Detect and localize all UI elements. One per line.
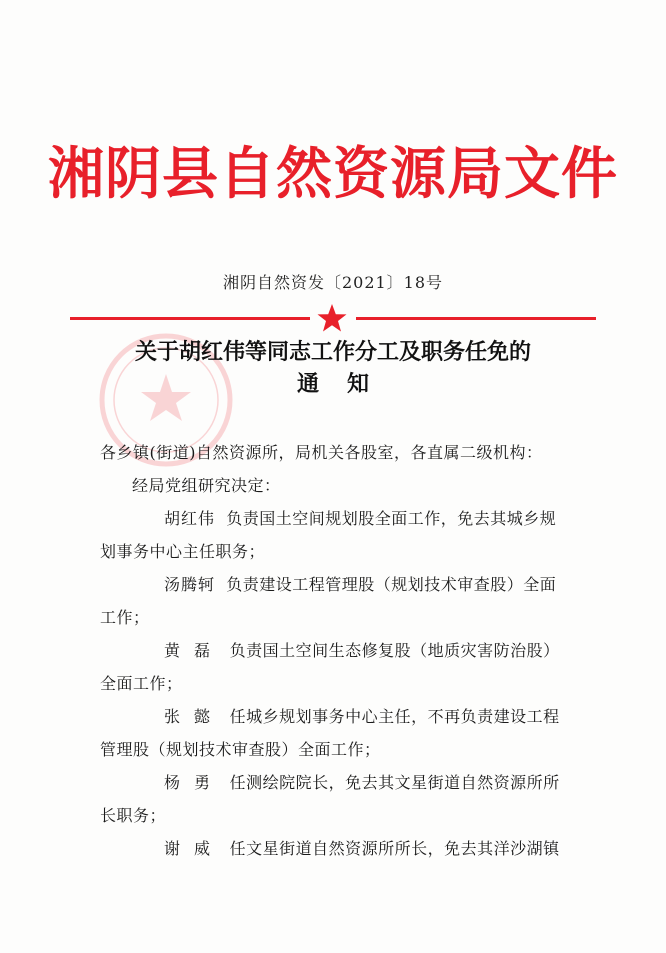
appointment-item <box>100 634 570 700</box>
person-name: 谢威 <box>164 839 225 858</box>
appointment-item <box>100 832 570 865</box>
appointment-item <box>100 766 570 832</box>
person-duty: 任文星街道自然资源所所长，免去其洋沙湖镇 <box>229 839 560 858</box>
notice-subject-line1: 关于胡红伟等同志工作分工及职务任免的 <box>134 339 531 365</box>
header-divider-left <box>70 317 310 320</box>
appointment-item <box>100 700 570 766</box>
red-star-icon <box>316 303 348 333</box>
notice-subject-line2: 通知 <box>296 371 397 397</box>
appointment-item <box>100 568 570 634</box>
person-name: 张懿 <box>164 707 225 726</box>
person-name: 黄磊 <box>164 641 225 660</box>
document-number: 湘阴自然资发〔2021〕18号 <box>222 273 444 292</box>
notice-subject <box>0 336 666 400</box>
person-duty: 负责国土空间生态修复股（地质灾害防治股）全面工作； <box>100 641 560 693</box>
intro-text: 经局党组研究决定： <box>132 476 281 495</box>
appointment-item <box>100 502 570 568</box>
person-duty: 负责国土空间规划股全面工作，免去其城乡规划事务中心主任职务； <box>100 509 557 561</box>
person-duty: 负责建设工程管理股（规划技术审查股）全面工作； <box>100 575 557 627</box>
person-name: 杨勇 <box>164 773 225 792</box>
person-duty: 任城乡规划事务中心主任，不再负责建设工程管理股（规划技术审查股）全面工作； <box>100 707 560 759</box>
person-name: 胡红伟 <box>164 509 216 528</box>
person-duty: 任测绘院院长，免去其文星街道自然资源所所长职务； <box>100 773 560 825</box>
header-divider-right <box>356 317 596 320</box>
notice-body <box>100 436 570 865</box>
salutation: 各乡镇(街道)自然资源所，局机关各股室，各直属二级机构： <box>100 443 543 462</box>
document-header-title: 湘阴县自然资源局文件 <box>48 142 618 207</box>
person-name: 汤腾轲 <box>164 575 216 594</box>
